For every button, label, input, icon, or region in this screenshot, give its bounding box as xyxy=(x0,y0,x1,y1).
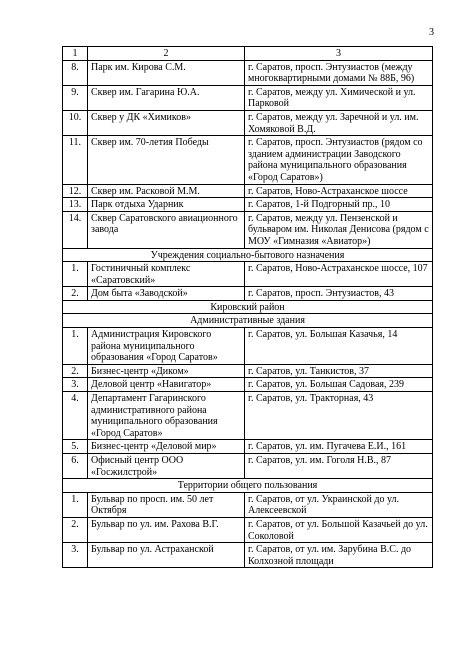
cell-number: 8. xyxy=(63,60,88,85)
cell-address: г. Саратов, просп. Энтузиастов, 43 xyxy=(245,287,433,301)
table-row xyxy=(63,184,433,198)
cell-number: 10. xyxy=(63,110,88,135)
table-row xyxy=(63,392,433,440)
table-body xyxy=(63,47,433,568)
section-title: Административные здания xyxy=(63,314,433,328)
cell-address: г. Саратов, просп. Энтузиастов (между многоквартирными домами № 88Б, 96) xyxy=(245,60,433,85)
table-row xyxy=(63,328,433,365)
cell-name: Парк им. Кирова С.М. xyxy=(88,60,245,85)
table-row xyxy=(63,211,433,248)
table-row xyxy=(63,262,433,287)
cell-address: г. Саратов, ул. Тракторная, 43 xyxy=(245,392,433,440)
cell-number: 11. xyxy=(63,136,88,184)
cell-address: г. Саратов, между ул. Заречной и ул. им. Хомяковой В.Д. xyxy=(245,110,433,135)
cell-number: 9. xyxy=(63,85,88,110)
table-row xyxy=(63,136,433,184)
cell-name: Бульвар по просп. им. 50 лет Октября xyxy=(88,492,245,517)
table-row xyxy=(63,378,433,392)
cell-address: г. Саратов, между ул. Пензенской и бульваром им. Николая Денисова (рядом с МОУ «Гимназия «Авиатор») xyxy=(245,211,433,248)
table-row xyxy=(63,60,433,85)
table-row xyxy=(63,543,433,568)
column-header-address: 3 xyxy=(245,47,433,61)
cell-address: г. Саратов, от ул. Украинской до ул. Алексеевской xyxy=(245,492,433,517)
cell-name: Сквер Саратовского авиационного завода xyxy=(88,211,245,248)
table-row xyxy=(63,85,433,110)
cell-number: 3. xyxy=(63,543,88,568)
table-row xyxy=(63,364,433,378)
cell-name: Администрация Кировского района муниципального образования «Город Саратов» xyxy=(88,328,245,365)
table-row xyxy=(63,454,433,479)
table-row xyxy=(63,492,433,517)
cell-number: 5. xyxy=(63,440,88,454)
cell-number: 2. xyxy=(63,287,88,301)
cell-address: г. Саратов, от ул. им. Зарубина В.С. до Колхозной площади xyxy=(245,543,433,568)
cell-number: 14. xyxy=(63,211,88,248)
cell-name: Парк отдыха Ударник xyxy=(88,198,245,212)
cell-number: 6. xyxy=(63,454,88,479)
cell-number: 1. xyxy=(63,262,88,287)
cell-name: Департамент Гагаринского административного района муниципального образования «Город Саратов» xyxy=(88,392,245,440)
cell-number: 1. xyxy=(63,492,88,517)
cell-number: 4. xyxy=(63,392,88,440)
cell-number: 12. xyxy=(63,184,88,198)
section-title: Территории общего пользования xyxy=(63,479,433,493)
cell-address: г. Саратов, ул. им. Гоголя Н.В., 87 xyxy=(245,454,433,479)
cell-name: Дом быта «Заводской» xyxy=(88,287,245,301)
cell-address: г. Саратов, 1-й Подгорный пр., 10 xyxy=(245,198,433,212)
column-header-number: 1 xyxy=(63,47,88,61)
cell-address: г. Саратов, просп. Энтузиастов (рядом со зданием администрации Заводского района муниципального образования «Город Саратов») xyxy=(245,136,433,184)
objects-table xyxy=(62,46,433,568)
section-header-row xyxy=(63,479,433,493)
cell-name: Офисный центр ООО «Госжилстрой» xyxy=(88,454,245,479)
cell-name: Сквер у ДК «Химиков» xyxy=(88,110,245,135)
cell-name: Деловой центр «Навигатор» xyxy=(88,378,245,392)
cell-address: г. Саратов, ул. Танкистов, 37 xyxy=(245,364,433,378)
cell-number: 13. xyxy=(63,198,88,212)
cell-number: 3. xyxy=(63,378,88,392)
cell-address: г. Саратов, ул. им. Пугачева Е.И., 161 xyxy=(245,440,433,454)
cell-name: Сквер им. Гагарина Ю.А. xyxy=(88,85,245,110)
cell-name: Бизнес-центр «Деловой мир» xyxy=(88,440,245,454)
cell-number: 2. xyxy=(63,517,88,542)
cell-number: 1. xyxy=(63,328,88,365)
cell-address: г. Саратов, Ново-Астраханское шоссе xyxy=(245,184,433,198)
cell-address: г. Саратов, Ново-Астраханское шоссе, 107 xyxy=(245,262,433,287)
cell-name: Бульвар по ул. им. Рахова В.Г. xyxy=(88,517,245,542)
table-row xyxy=(63,517,433,542)
table-row xyxy=(63,287,433,301)
section-title: Кировский район xyxy=(63,300,433,314)
table-row xyxy=(63,440,433,454)
cell-name: Гостиничный комплекс «Саратовский» xyxy=(88,262,245,287)
section-header-row xyxy=(63,300,433,314)
table-row xyxy=(63,198,433,212)
cell-address: г. Саратов, ул. Большая Садовая, 239 xyxy=(245,378,433,392)
table-header-row xyxy=(63,47,433,61)
page-number: 3 xyxy=(429,27,434,38)
section-header-row xyxy=(63,248,433,262)
section-title: Учреждения социально-бытового назначения xyxy=(63,248,433,262)
column-header-name: 2 xyxy=(88,47,245,61)
cell-name: Бульвар по ул. Астраханской xyxy=(88,543,245,568)
cell-name: Сквер им. 70-летия Победы xyxy=(88,136,245,184)
cell-number: 2. xyxy=(63,364,88,378)
cell-address: г. Саратов, ул. Большая Казачья, 14 xyxy=(245,328,433,365)
table-row xyxy=(63,110,433,135)
cell-name: Сквер им. Расковой М.М. xyxy=(88,184,245,198)
cell-address: г. Саратов, от ул. Большой Казачьей до ул. Соколовой xyxy=(245,517,433,542)
cell-address: г. Саратов, между ул. Химической и ул. Парковой xyxy=(245,85,433,110)
section-header-row xyxy=(63,314,433,328)
cell-name: Бизнес-центр «Диком» xyxy=(88,364,245,378)
